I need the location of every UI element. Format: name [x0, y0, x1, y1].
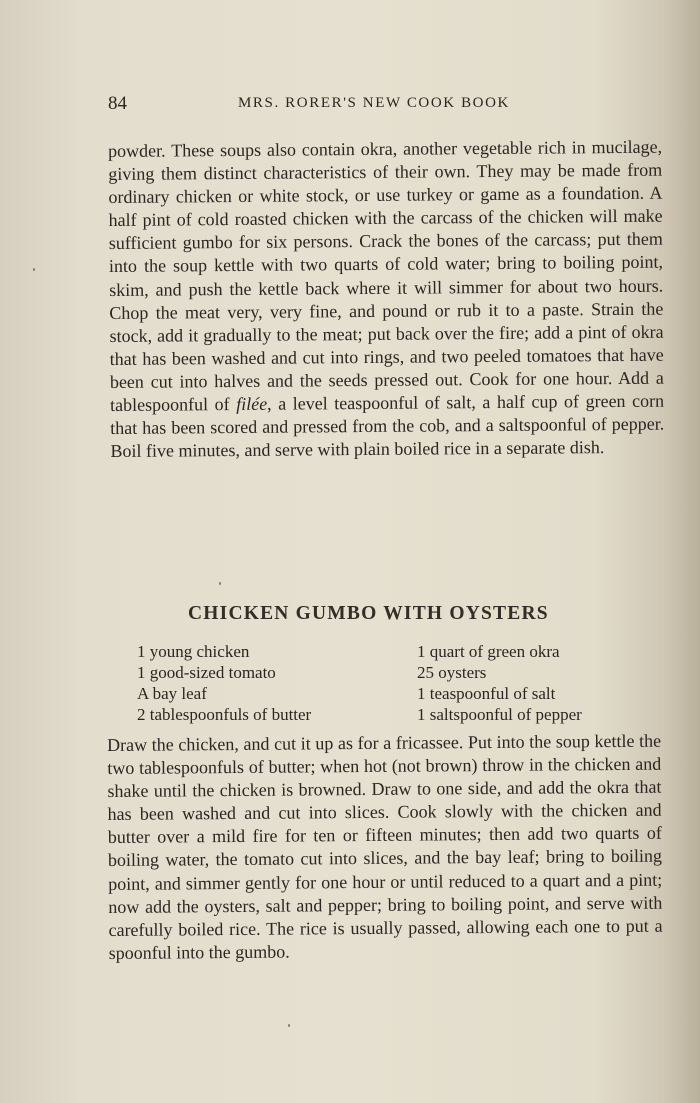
paper-speck — [219, 582, 221, 585]
recipe-method: Draw the chicken, and cut it up as for a fricassee. Put into the soup kettle the two tablespoonfuls of butter; when hot (not brown) throw in the chicken and shake until the chicken is browned. Draw to one side, and add the okra that has been washed and cut into slices. Cook slowly with the chicken and butter over a mild fire for ten or fifteen minutes; then add two quarts of boiling water, the tomato cut into slices, and the bay leaf; bring to boiling point, and simmer gently for one hour or until reduced to a quart and a pint; now add the oysters, salt and pepper; bring to boiling point, and serve with carefully boiled rice. The rice is usually passed, allowing each one to put a spoonful into the gumbo. — [107, 730, 663, 963]
ingredient-item: 1 young chicken — [137, 642, 250, 661]
ingredient-item: A bay leaf — [137, 684, 207, 703]
ingredient-item: 1 good-sized tomato — [137, 663, 276, 682]
italic-term: filée — [236, 393, 268, 415]
ingredient-item: 1 quart of green okra — [417, 642, 560, 661]
paper-speck — [33, 268, 35, 271]
ingredient-column-right — [417, 641, 582, 725]
recipe-title: CHICKEN GUMBO WITH OYSTERS — [188, 603, 549, 624]
ingredient-item: 25 oysters — [417, 663, 487, 682]
paragraph-text-end: , a level teaspoonful of salt, a half cup of green corn that has been scored and pressed from the cob, and a saltspoonful of pepper. Boil five minutes, and serve with plain boiled rice in a separate dish. — [110, 390, 665, 462]
ingredient-item: 1 teaspoonful of salt — [417, 684, 556, 703]
ingredient-item: 2 tablespoonfuls of butter — [137, 705, 312, 724]
ingredient-column-left — [137, 641, 311, 725]
paragraph-text-start: powder. These soups also contain okra, another vegetable rich in mucilage, giving them distinct characteristics of their own. They may be made from ordinary chicken or white stock, or use turkey or game as a foundation. A half pint of cold roasted chicken with the carcass of the chicken will make sufficient gumbo for six persons. Crack the bones of the carcass; put them into the soup kettle with two quarts of cold water; bring to boiling point, skim, and push the kettle back where it will simmer for about two hours. Chop the meat very, very fine, and pound or rub it to a paste. Strain the stock, add it gradually to the meat; put back over the fire; add a pint of okra that has been washed and cut into rings, and two peeled tomatoes that have been cut into halves and the seeds pressed out. Cook for one hour. Add a tablespoonful of — [108, 136, 664, 416]
page-number: 84 — [108, 93, 127, 114]
gumbo-paragraph — [108, 136, 665, 464]
running-head: MRS. RORER'S NEW COOK BOOK — [238, 95, 510, 111]
page-header — [108, 93, 648, 117]
paper-speck — [288, 1024, 290, 1027]
ingredient-item: 1 saltspoonful of pepper — [417, 705, 582, 724]
